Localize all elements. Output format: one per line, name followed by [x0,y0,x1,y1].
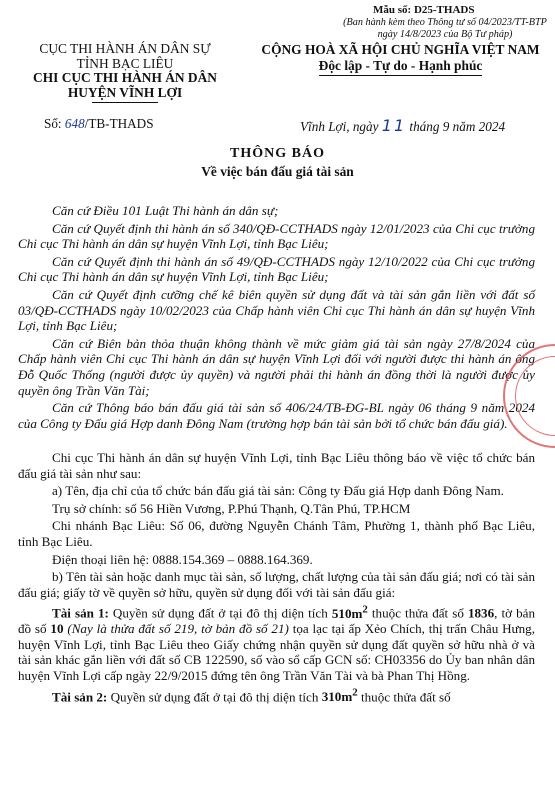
asset-1-text: , tờ bản đồ số [18,605,535,637]
basis-item: Căn cứ Điều 101 Luật Thi hành án dân sự; [52,203,279,218]
form-note [340,17,550,41]
doc-number-prefix: Số: [44,116,65,131]
date-suffix: tháng 9 năm 2024 [406,119,506,134]
asset-1-parcel: 1836 [467,605,495,621]
nation-header [246,42,555,76]
asset-1-map: 10 [50,621,64,637]
asset-list-item: b) Tên tài sản hoặc danh mục tài sản, số lượng, chất lượng của tài sản đấu giá; nơi có tài sản đấu giá; giấy tờ về quyền sở hữu, quyền sử dụng đối với tài sản đấu giá: [18,569,535,600]
doc-number [44,116,154,132]
doc-date [300,116,505,135]
head-office: Trụ sở chính: số 56 Hiền Vương, P.Phú Thạnh, Q.Tân Phú, TP.HCM [52,500,411,516]
form-number: Mẫu số: D25-THADS [373,4,475,16]
asset-1-area: $510m^2$ [331,603,368,621]
seal-inner-ring [515,356,555,436]
agency-line4: HUYỆN VĨNH LỢI [67,84,183,100]
contact-phone: Điện thoại liên hệ: 0888.154.369 – 0888.164.369. [52,551,313,567]
legal-bases [18,203,535,433]
agency-line2: TỈNH BẠC LIÊU [76,55,174,71]
doc-title: THÔNG BÁO [230,146,325,161]
agency-header [0,42,250,100]
agency-underline [92,102,158,103]
asset-1-text: tọa lạc tại ấp Xẻo Chích, thị trấn Châu Hưng, huyện Vĩnh Lợi, tỉnh Bạc Liêu theo Giấy chứng nhận quyền sử dụng đất quyền sở hữu nhà ở và tài sản khác gắn liền với đất số CB 122590, số vào sổ cấp GCN số: CH03356 do Ủy ban nhân dân huyện Vĩnh Lợi cấp ngày 22/9/2015 đứng tên ông Trần Văn Tài và bà Phan Thị Hồng. [18,621,535,684]
basis-item: Căn cứ Quyết định thi hành án số 49/QĐ-CCTHADS ngày 12/10/2022 của Chi cục trưởng Chi cục Thi hành án dân sự huyện Vĩnh Lợi, tỉnh Bạc Liêu; [18,253,535,285]
auction-org-item: a) Tên, địa chỉ của tổ chức bán đấu giá tài sản: Công ty Đấu giá Hợp danh Đông Nam. [52,483,504,499]
asset-2 [18,686,535,705]
intro-paragraph: Chi cục Thi hành án dân sự huyện Vĩnh Lợi, tỉnh Bạc Liêu thông báo về việc tổ chức bán đấu giá tài sản như sau: [18,450,535,481]
asset-2-text: Quyền sử dụng đất ở tại đô thị diện tích [107,689,322,705]
asset-1-note: (Nay là thửa đất số 219, tờ bản đồ số 21) [63,621,289,637]
nation-title: CỘNG HOÀ XÃ HỘI CHỦ NGHĨA VIỆT NAM [261,42,540,57]
asset-1 [18,602,535,683]
asset-1-text: thuộc thửa đất số [367,605,468,621]
doc-number-suffix: /TB-THADS [84,116,154,131]
basis-item: Căn cứ Quyết định thi hành án số 340/QĐ-CCTHADS ngày 12/01/2023 của Chi cục trưởng Chi cục Thi hành án dân sự huyện Vĩnh Lợi, tỉnh Bạc Liêu; [18,220,535,252]
basis-item: Căn cứ Thông báo bán đấu giá tài sản số 406/24/TB-ĐG-BL ngày 06 tháng 9 năm 2024 của Công ty Đấu giá Hợp danh Đông Nam (trường hợp bán tài sản bởi tổ chức bán đấu giá). [18,400,535,431]
basis-item: Căn cứ Biên bản thỏa thuận không thành về mức giảm giá tài sản ngày 27/8/2024 của Chấp hành viên Chi cục Thi hành án dân sự huyện Vĩnh Lợi đối với người được thi hành án ông Đỗ Quốc Thống (người được ủy quyền) và người phải thi hành án đồng thời là người được ủy quyền ông Trần Văn Tài; [18,335,535,398]
doc-subtitle: Về việc bán đấu giá tài sản [201,164,354,179]
form-note-line1: (Ban hành kèm theo Thông tư số 04/2023/TT-BTP [343,17,547,28]
asset-2-text: thuộc thửa đất số [357,689,451,705]
asset-2-area: $310m^2$ [321,686,358,705]
date-day-handwritten: 11 [381,116,407,135]
asset-1-label: Tài sản 1: [52,605,109,621]
doc-number-handwritten: 648 [64,116,85,131]
motto: Độc lập - Tự do - Hạnh phúc [319,58,483,76]
asset-2-label: Tài sản 2: [52,689,108,705]
form-note-line2: ngày 14/8/2023 của Bộ Tư pháp) [377,29,513,40]
notice-body [18,450,535,707]
date-prefix: Vĩnh Lợi, ngày [300,119,382,134]
branch-office: Chi nhánh Bạc Liêu: Số 06, đường Nguyễn Chánh Tâm, Phường 1, thành phố Bạc Liêu, tỉnh Bạc Liêu. [18,518,535,549]
agency-line3: CHI CỤC THI HÀNH ÁN DÂN [33,70,217,85]
agency-line1: CỤC THI HÀNH ÁN DÂN SỰ [39,41,211,56]
basis-item: Căn cứ Quyết định cưỡng chế kê biên quyền sử dụng đất và tài sản gắn liền với đất số 03/QĐ-CCTHADS ngày 10/02/2023 của Chấp hành viên Chi cục Thi hành án dân sự huyện Vĩnh Lợi, tỉnh Bạc Liêu; [18,286,535,334]
asset-1-text: Quyền sử dụng đất ở tại đô thị diện tích [108,605,332,621]
